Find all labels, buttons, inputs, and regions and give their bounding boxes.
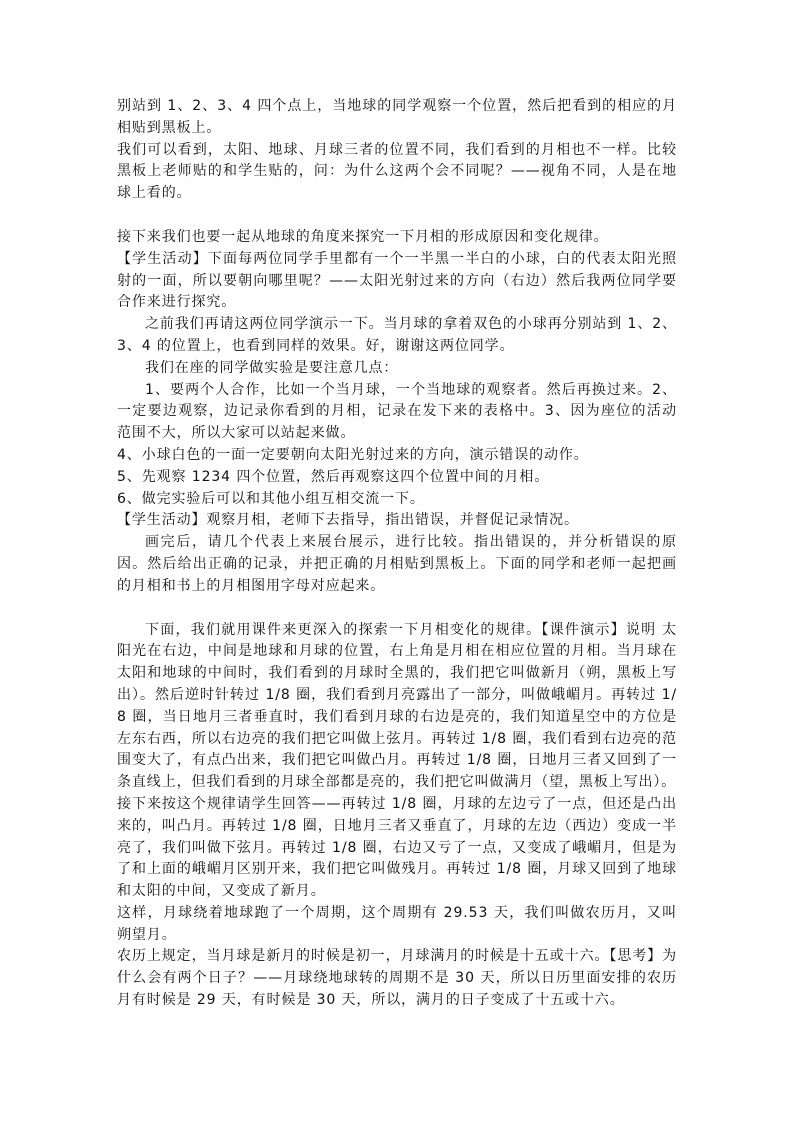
- document-body: [117, 96, 677, 1012]
- paragraph-16: 农历上规定，当月球是新月的时候是初一，月球满月的时候是十五或十六。【思考】为什么会有两个日子？——月球绕地球转的周期不是 30 天，所以日历里面安排的农历月有时候是 29 天，有时候是 30 天，所以，满月的日子变成了十五或十六。: [117, 948, 677, 1009]
- paragraph-10: 6、做完实验后可以和其他小组互相交流一下。: [117, 490, 425, 507]
- paragraph-12: 画完后，请几个代表上来展台展示，进行比较。指出错误的，并分析错误的原因。然后给出正确的记录，并把正确的月相贴到黑板上。下面的同学和老师一起把画的月相和书上的月相图用字母对应起来。: [117, 534, 677, 594]
- paragraph-8: 4、小球白色的一面一定要朝向太阳光射过来的方向，演示错误的动作。: [117, 446, 589, 463]
- paragraph-1: 别站到 1、2、3、4 四个点上，当地球的同学观察一个位置，然后把看到的相应的月相贴到黑板上。: [117, 98, 677, 136]
- paragraph-15: 这样，月球绕着地球跑了一个周期，这个周期有 29.53 天，我们叫做农历月，又叫朔望月。: [117, 904, 677, 943]
- paragraph-6: 我们在座的同学做实验是要注意几点：: [145, 359, 399, 376]
- paragraph-7: 1、要两个人合作，比如一个当月球，一个当地球的观察者。然后再换过来。2、一定要边观察，边记录你看到的月相，记录在发下来的表格中。3、因为座位的活动范围不大，所以大家可以站起来做。: [117, 381, 677, 442]
- paragraph-5: 之前我们再请这两位同学演示一下。当月球的拿着双色的小球再分别站到 1、2、3、4 的位置上，也看到同样的效果。好，谢谢这两位同学。: [117, 316, 677, 354]
- paragraph-11: 【学生活动】观察月相，老师下去指导，指出错误，并督促记录情况。: [117, 512, 579, 529]
- paragraph-spacer: [117, 205, 677, 227]
- paragraph-9: 5、先观察 1234 四个位置，然后再观察这四个位置中间的月相。: [117, 468, 550, 485]
- paragraph-4: 【学生活动】下面每两位同学手里都有一个一半黑一半白的小球，白的代表太阳光照射的一面，所以要朝向哪里呢？——太阳光射过来的方向（右边）然后我两位同学要合作来进行探究。: [117, 250, 677, 311]
- paragraph-3: 接下来我们也要一起从地球的角度来探究一下月相的形成原因和变化规律。: [117, 228, 609, 245]
- paragraph-13: 下面，我们就用课件来更深入的探索一下月相变化的规律。【课件演示】说明 太阳光在右边，中间是地球和月球的位置，右上角是月相在相应位置的月相。当月球在太阳和地球的中间时，我们看到的月球时全黑的，我们把它叫做新月（朔，黑板上写出）。然后逆时针转过 1/8 圈，我们看到月亮露出了一部分，叫做峨嵋月。再转过 1/8 圈，当日地月三者垂直时，我们看到月球的右边是亮的，我们知道星空中的方位是左东右西，所以右边亮的我们把它叫做上弦月。再转过 1/8 圈，我们看到右边亮的范围变大了，有点凸出来，我们把它叫做凸月。再转过 1/8 圈，日地月三者又回到了一条直线上，但我们看到的月球全部都是亮的，我们把它叫做满月（望，黑板上写出）。: [117, 621, 677, 791]
- paragraph-14: 接下来按这个规律请学生回答——再转过 1/8 圈，月球的左边亏了一点，但还是凸出来的，叫凸月。再转过 1/8 圈，日地月三者又垂直了，月球的左边（西边）变成一半亮了，我们叫做下弦月。再转过 1/8 圈，右边又亏了一点，又变成了峨嵋月，但是为了和上面的峨嵋月区别开来，我们把它叫做残月。再转过 1/8 圈，月球又回到了地球和太阳的中间，又变成了新月。: [117, 795, 677, 900]
- paragraph-spacer: [117, 598, 677, 620]
- paragraph-2: 我们可以看到，太阳、地球、月球三者的位置不同，我们看到的月相也不一样。比较黑板上老师贴的和学生贴的，问：为什么这两个会不同呢？——视角不同，人是在地球上看的。: [117, 141, 677, 202]
